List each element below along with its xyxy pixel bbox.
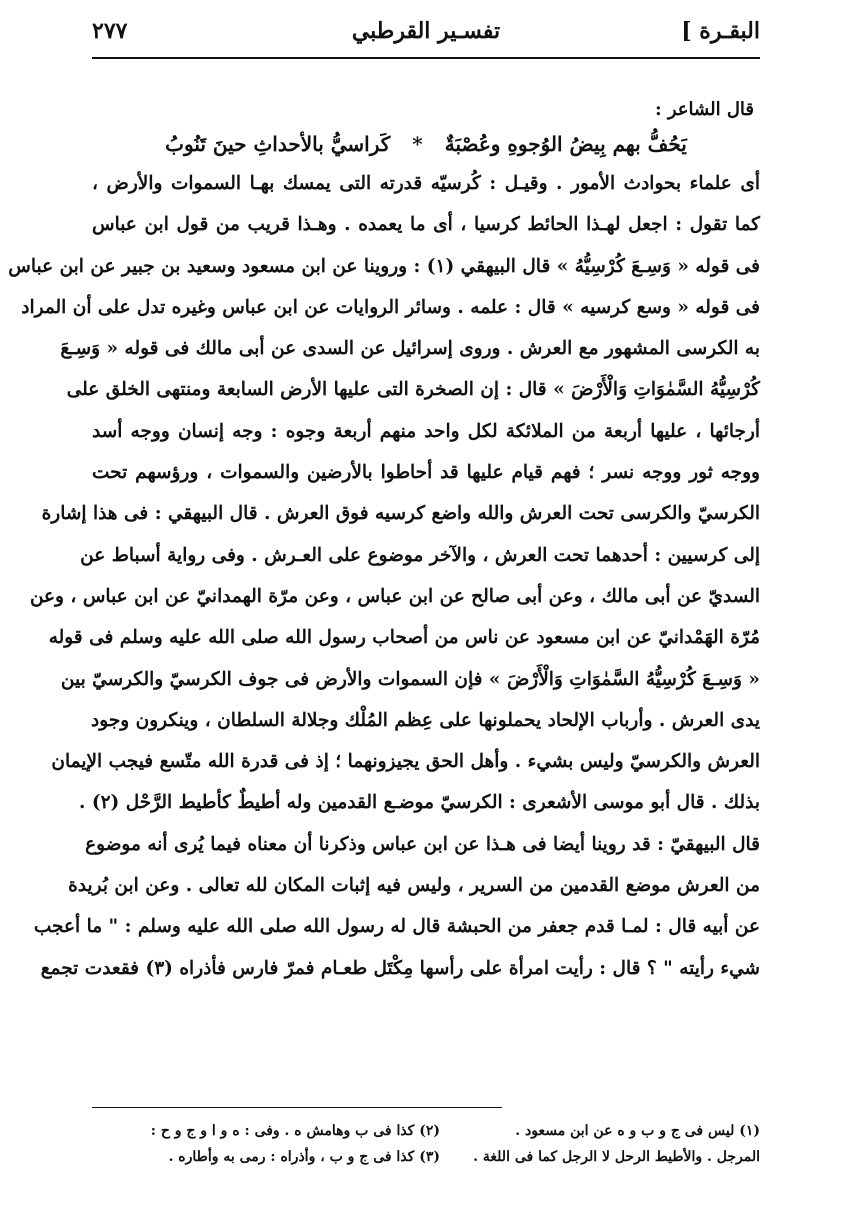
text-line: « وَسِـعَ كُرْسِيُّهُ السَّمٰوَاتِ وَالْأَرْضَ » فإن السموات والأرض فى جوف الكرسيّ والكرسيّ بين (60, 668, 760, 690)
main-text (8, 95, 760, 989)
footnote-text: (٣) كذا فى ج و ب ، وأذراه : رمى به وأطاره . (168, 1149, 440, 1165)
text-line: العرش والكرسيّ وليس بشيء . وأهل الحق يجيزونهما ؛ إذ فى قدرة الله متّسع فيجب الإيمان (51, 751, 760, 773)
verse-separator: * (412, 132, 423, 156)
text-line: ووجه ثور ووجه نسر ؛ فهم قيام عليها قد أحاطوا بالأرضين والسموات ، ورؤسهم تحت (92, 462, 760, 484)
text-line: يدى العرش . وأرباب الإلحاد يحملونها على عِظم المُلْك وجلالة السلطان ، وينكرون وجود (91, 709, 760, 731)
surah-name: البقـرة ] (681, 18, 760, 44)
footnote-row (92, 1118, 760, 1144)
book-title: تفسـير القرطبي (351, 18, 501, 44)
text-line: فى قوله « وسع كرسيه » قال : علمه . وسائر الروايات عن ابن عباس وغيره تدل على أن المراد (21, 296, 760, 318)
text-line: مُرّة الهَمْدانيّ عن ابن مسعود عن ناس من أصحاب رسول الله صلى الله عليه وسلم فى قوله (48, 627, 760, 649)
footnote-text: (١) ليس فى ج و ب و ه عن ابن مسعود . (515, 1123, 760, 1139)
text-line: الكرسيّ والكرسى تحت العرش والله واضع كرسيه فوق العرش . قال البيهقي : فى هذا إشارة (41, 503, 760, 525)
footnote-text: (٢) كذا فى ب وهامش ه . وفى : ه و ا و ج و ح : (150, 1123, 440, 1139)
footnote-rule (92, 1107, 502, 1108)
text-line: شيء رأيته " ؟ قال : رأيت امرأة على رأسها مِكْتَل طعـام فمرّ فارس فأذراه (٣) فقعدت تجمع (40, 957, 760, 979)
text-line: كُرْسِيُّهُ السَّمٰوَاتِ وَالْأَرْضَ » قال : إن الصخرة التى عليها الأرض السابعة ومنتهى الخلق على (66, 379, 760, 401)
verse-first-hemistich: يَحُفُّ بهم بِيضُ الوُجوهِ وعُصْبَةٌ (444, 132, 687, 156)
text-line: أى علماء بحوادث الأمور . وقيـل : كُرسيّه قدرته التى يمسك بهـا السموات والأرض ، (92, 173, 760, 194)
text-line: من العرش موضع القدمين من السرير ، وليس فيه إثبات المكان لله تعالى . وعن ابن بُريدة (68, 875, 760, 897)
header-rule (92, 57, 760, 59)
footnote-text: المرجل . والأطيط الرحل لا الرجل كما فى اللغة . (473, 1149, 760, 1165)
page-number: ٢٧٧ (92, 18, 128, 44)
text-line: السديّ عن أبى مالك ، وعن أبى صالح عن ابن عباس ، وعن مرّة الهمدانيّ عن ابن عباس ، وعن (29, 585, 760, 607)
footnote-row (92, 1144, 760, 1170)
poetry-verse (92, 125, 760, 163)
text-line: فى قوله « وَسِـعَ كُرْسِيُّهُ » قال البيهقي (١) : وروينا عن ابن مسعود وسعيد بن جبير عن ابن عباس (8, 255, 760, 277)
text-line: إلى كرسيين : أحدهما تحت العرش ، والآخر موضوع على العـرش . وفى رواية أسباط عن (80, 544, 760, 566)
poet-intro: قال الشاعر : (654, 99, 754, 120)
text-line: كما تقول : اجعل لهـذا الحائط كرسيا ، أى ما يعمده . وهـذا قريب من قول ابن عباس (92, 214, 760, 236)
text-line: أرجائها ، عليها أربعة من الملائكة لكل واحد منهم أربعة وجوه : وجه إنسان ووجه أسد (92, 420, 760, 442)
text-line: به الكرسى المشهور مع العرش . وروى إسرائيل عن السدى عن أبى مالك فى قوله « وَسِـعَ (60, 338, 760, 360)
footnotes (92, 1118, 760, 1170)
text-line: قال البيهقيّ : قد روينا أيضا فى هـذا عن ابن عباس وذكرنا أن معناه فيما يُرى أنه موضوع (85, 833, 760, 855)
verse-second-hemistich: كَراسيُّ بالأحداثِ حينَ تَنُوبُ (165, 132, 391, 156)
running-header (92, 14, 760, 54)
text-line: عن أبيه قال : لمـا قدم جعفر من الحبشة قال له رسول الله صلى الله عليه وسلم : " ما أعجب (33, 916, 760, 938)
text-line: بذلك . قال أبو موسى الأشعرى : الكرسيّ موضـع القدمين وله أطيطٌ كأطيط الرَّحْل (٢) . (78, 792, 760, 814)
